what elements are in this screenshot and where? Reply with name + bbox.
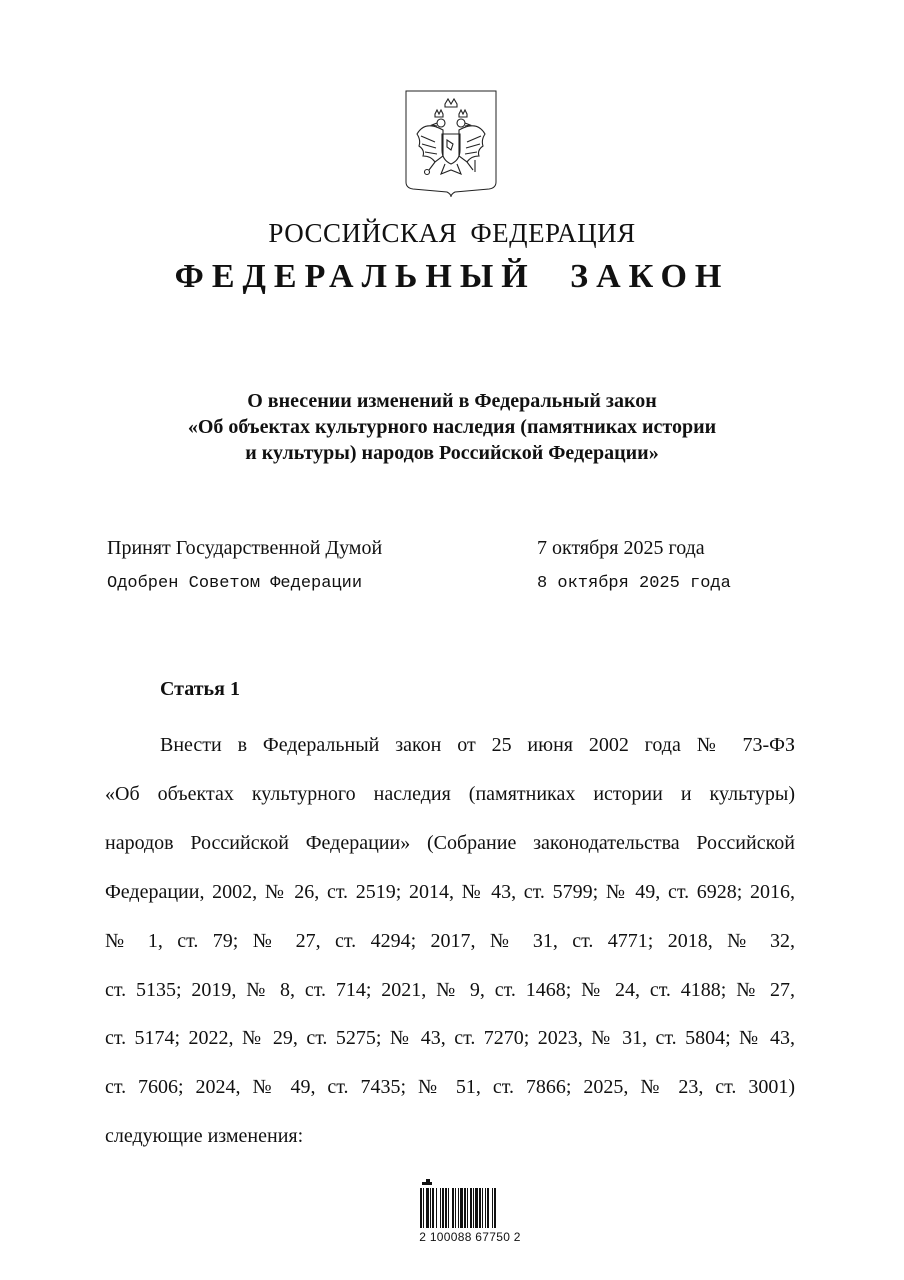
barcode-bar [460,1188,463,1228]
barcode-bar [445,1188,447,1228]
barcode-bar [479,1188,481,1228]
article-line: «Об объектах культурного наследия (памятниках истории и культуры) [105,782,795,805]
barcode-bar [436,1188,437,1228]
article-line: Федерации, 2002, № 26, ст. 2519; 2014, № 43, ст. 5799; № 49, ст. 6928; 2016, [105,880,795,903]
barcode-icon [408,1176,532,1232]
article-line: ст. 5135; 2019, № 8, ст. 714; 2021, № 9, ст. 1468; № 24, ст. 4188; № 27, [105,978,795,1001]
barcode-bar [430,1188,431,1228]
article-body [105,721,795,1161]
barcode-bar [470,1188,472,1228]
law-title-line: «Об объектах культурного наследия (памятниках истории [187,416,717,438]
barcode-bar [420,1188,422,1228]
barcode-bar [458,1188,459,1228]
coat-of-arms-icon [405,90,497,198]
barcode-bar [464,1188,466,1228]
council-approval-label: Одобрен Советом Федерации [107,574,363,593]
barcode-bar [475,1188,478,1228]
duma-adoption-label: Принят Государственной Думой [107,537,383,559]
barcode-number: 2 100088 67750 2 [419,1230,521,1244]
law-title [0,388,904,466]
council-approval-date: 8 октября 2025 года [537,574,731,593]
barcode-bar [452,1188,454,1228]
barcode-bar [494,1188,496,1228]
country-name: РОССИЙСКАЯ ФЕДЕРАЦИЯ [268,218,636,248]
barcode-bar [473,1188,474,1228]
barcode-bar [467,1188,468,1228]
duma-adoption-date: 7 октября 2025 года [537,537,705,559]
barcode-bar [448,1188,449,1228]
law-type-heading: ФЕДЕРАЛЬНЫЙ ЗАКОН [174,258,730,295]
article-line: следующие изменения: [105,1125,304,1148]
article-heading: Статья 1 [160,678,240,700]
article-line: ст. 7606; 2024, № 49, ст. 7435; № 51, ст. 7866; 2025, № 23, ст. 3001) [105,1076,795,1099]
barcode-bar [482,1188,483,1228]
barcode-bar [426,1188,429,1228]
barcode [408,1176,532,1256]
barcode-bar [487,1188,489,1228]
article-line: народов Российской Федерации» (Собрание законодательства Российской [105,831,795,854]
law-title-line: и культуры) народов Российской Федерации» [245,442,659,464]
article-line: ст. 5174; 2022, № 29, ст. 5275; № 43, ст. 7270; 2023, № 31, ст. 5804; № 43, [105,1027,795,1050]
barcode-bar [423,1188,424,1228]
barcode-bar [455,1188,456,1228]
barcode-bar [492,1188,493,1228]
article-line: Внести в Федеральный закон от 25 июня 2002 года № 73-ФЗ [160,734,795,756]
law-title-line: О внесении изменений в Федеральный закон [247,390,657,412]
barcode-bar [440,1188,441,1228]
article-line: № 1, ст. 79; № 27, ст. 4294; 2017, № 31, ст. 4771; 2018, № 32, [105,929,795,952]
barcode-bar [442,1188,444,1228]
barcode-bar [485,1188,486,1228]
coat-of-arms-emblem [405,90,497,198]
barcode-bar [432,1188,434,1228]
